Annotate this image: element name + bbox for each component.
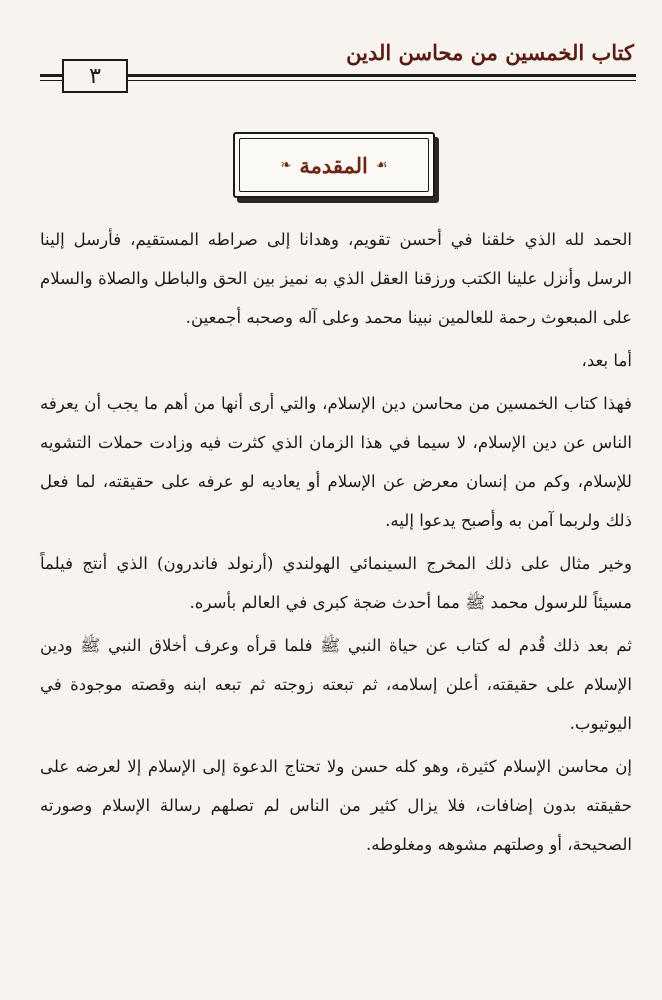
paragraph: أما بعد، xyxy=(581,351,632,370)
paragraph: ثم بعد ذلك قُدم له كتاب عن حياة النبي ﷺ فلما قرأه وعرف أخلاق النبي ﷺ ودين الإسلام على حقيقته، أعلن إسلامه، ثم تبعته زوجته ثم تبعه ابنه وقصته موجودة في اليوتيوب. xyxy=(40,636,632,733)
section-heading: المقدمة xyxy=(299,152,368,178)
page-number-text: ٣ xyxy=(89,63,101,89)
paragraph: الحمد لله الذي خلقنا في أحسن تقويم، وهدانا إلى صراطه المستقيم، فأرسل إلينا الرسل وأنزل علينا الكتب ورزقنا العقل الذي به نميز بين الحق والباطل والصلاة والسلام على المبعوث رحمة للعالمين نبينا محمد وعلى آله وصحبه أجمعين. xyxy=(40,230,632,327)
ornament-right-icon: ☙ xyxy=(375,157,388,173)
section-heading-frame xyxy=(233,132,435,198)
ornament-left-icon: ❧ xyxy=(280,157,292,173)
body-text xyxy=(40,220,632,864)
header-divider xyxy=(40,74,636,77)
page-number xyxy=(62,59,128,93)
paragraph: إن محاسن الإسلام كثيرة، وهو كله حسن ولا تحتاج الدعوة إلى الإسلام إلا لعرضه على حقيقته بدون إضافات، فلا يزال كثير من الناس لم تصلهم رسالة الإسلام وصورته الصحيحة، أو وصلتهم مشوهه ومغلوطه. xyxy=(40,757,632,854)
paragraph: وخير مثال على ذلك المخرج السينمائي الهولندي (أرنولد فاندرون) الذي أنتج فيلماً مسيئاً للرسول محمد ﷺ مما أحدث ضجة كبرى في العالم بأسره. xyxy=(40,554,632,612)
book-title: كتاب الخمسين من محاسن الدين xyxy=(346,40,634,65)
paragraph: فهذا كتاب الخمسين من محاسن دين الإسلام، والتي أرى أنها من أهم ما يجب أن يعرفه الناس عن دين الإسلام، لا سيما في هذا الزمان الذي كثرت فيه وزادت حملات التشويه للإسلام، وكم من إنسان معرض عن الإسلام أو يعاديه لو عرفه على حقيقته، لما فعل ذلك ولربما آمن به وأصبح يدعوا إليه. xyxy=(40,394,632,530)
